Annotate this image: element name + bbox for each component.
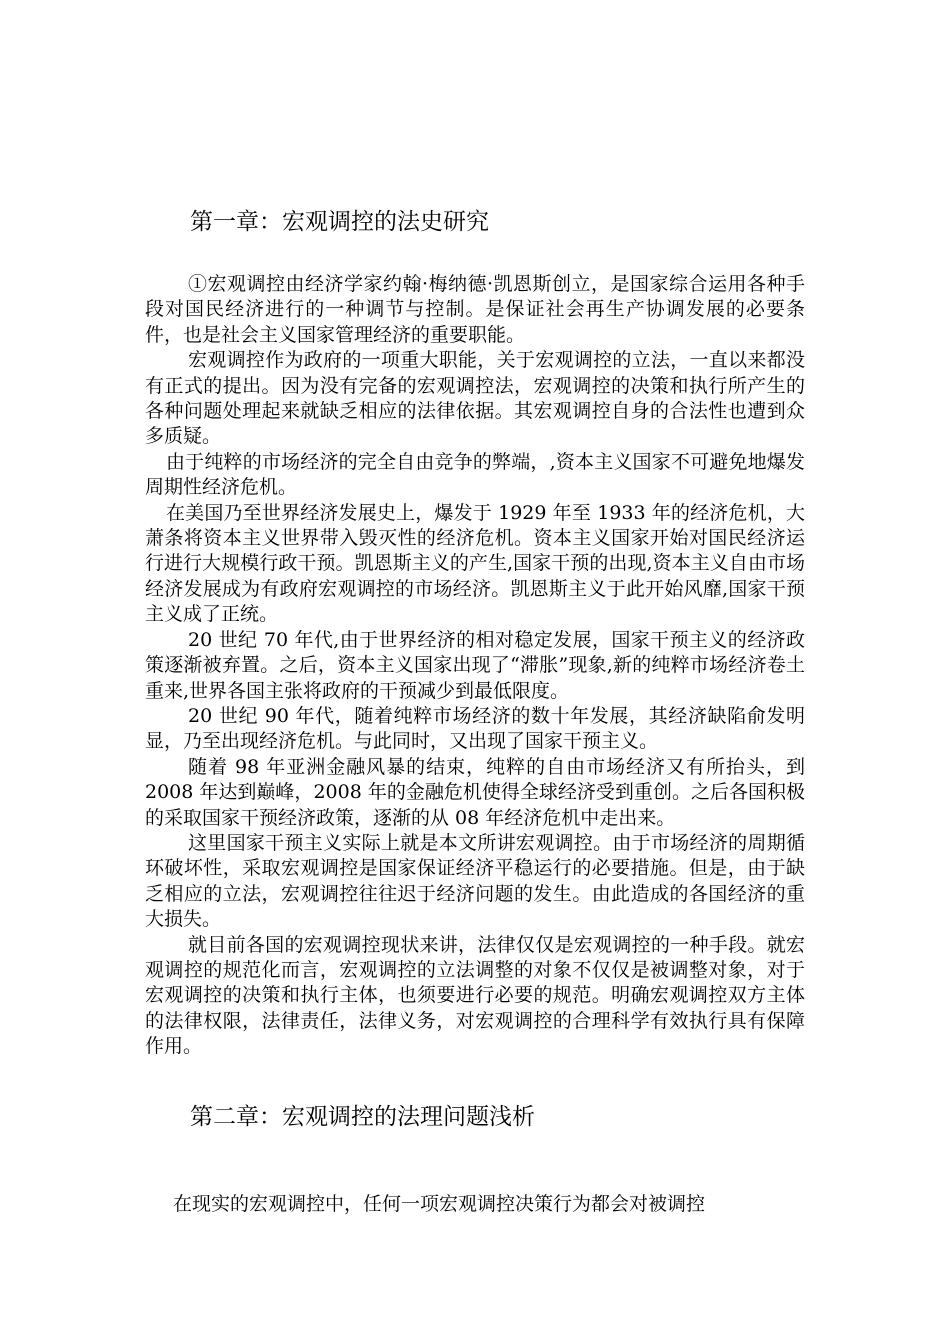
paragraph-great-depression: 在美国乃至世界经济发展史上，爆发于 1929 年至 1933 年的经济危机，大萧条将资本主义世界带入毁灭性的经济危机。资本主义国家开始对国民经济运行进行大规模行政干预。凯恩斯主义的产生,国家干预的出现,资本主义自由市场经济发展成为有政府宏观调控的市场经济。凯恩斯主义于此开始风靡,国家干预主义成了正统。 [145,501,805,626]
chapter-2-title: 第二章：宏观调控的法理问题浅析 [190,1104,535,1130]
chapter-1-title: 第一章：宏观调控的法史研究 [190,209,489,235]
paragraph-1990s: 20 世纪 90 年代，随着纯粹市场经济的数十年发展，其经济缺陷俞发明显，乃至出现经济危机。与此同时，又出现了国家干预主义。 [145,704,805,753]
chapter-1-body [145,272,805,1060]
paragraph-market-drawbacks: 由于纯粹的市场经济的完全自由竞争的弊端，,资本主义国家不可避免地爆发周期性经济危机。 [145,450,805,499]
paragraph-1970s: 20 世纪 70 年代,由于世界经济的相对稳定发展，国家干预主义的经济政策逐渐被弃置。之后，资本主义国家出现了“滞胀”现象,新的纯粹市场经济卷土重来,世界各国主张将政府的干预减少到最低限度。 [145,628,805,702]
paragraph-2008-crisis: 随着 98 年亚洲金融风暴的结束，纯粹的自由市场经济又有所抬头，到 2008 年达到巅峰，2008 年的金融危机使得全球经济受到重创。之后各国积极的采取国家干预经济政策，逐渐的从 08 年经济危机中走出来。 [145,755,805,829]
paragraph-legislation-absence: 宏观调控作为政府的一项重大职能，关于宏观调控的立法，一直以来都没有正式的提出。因为没有完备的宏观调控法，宏观调控的决策和执行所产生的各种问题处理起来就缺乏相应的法律依据。其宏观调控自身的合法性也遭到众多质疑。 [145,349,805,448]
paragraph-regulation-norms: 就目前各国的宏观调控现状来讲，法律仅仅是宏观调控的一种手段。就宏观调控的规范化而言，宏观调控的立法调整的对象不仅仅是被调整对象，对于宏观调控的决策和执行主体，也须要进行必要的规范。明确宏观调控双方主体的法律权限，法律责任，法律义务，对宏观调控的合理科学有效执行具有保障作用。 [145,933,805,1058]
paragraph-state-intervention: 这里国家干预主义实际上就是本文所讲宏观调控。由于市场经济的周期循环破坏性，采取宏观调控是国家保证经济平稳运行的必要措施。但是，由于缺乏相应的立法，宏观调控往往迟于经济问题的发生。由此造成的各国经济的重大损失。 [145,831,805,931]
paragraph-keynes-origin: ①宏观调控由经济学家约翰·梅纳德·凯恩斯创立，是国家综合运用各种手段对国民经济进行的一种调节与控制。是保证社会再生产协调发展的必要条件，也是社会主义国家管理经济的重要职能。 [145,273,805,346]
chapter-2-first-line: 在现实的宏观调控中，任何一项宏观调控决策行为都会对被调控 [173,1193,706,1215]
